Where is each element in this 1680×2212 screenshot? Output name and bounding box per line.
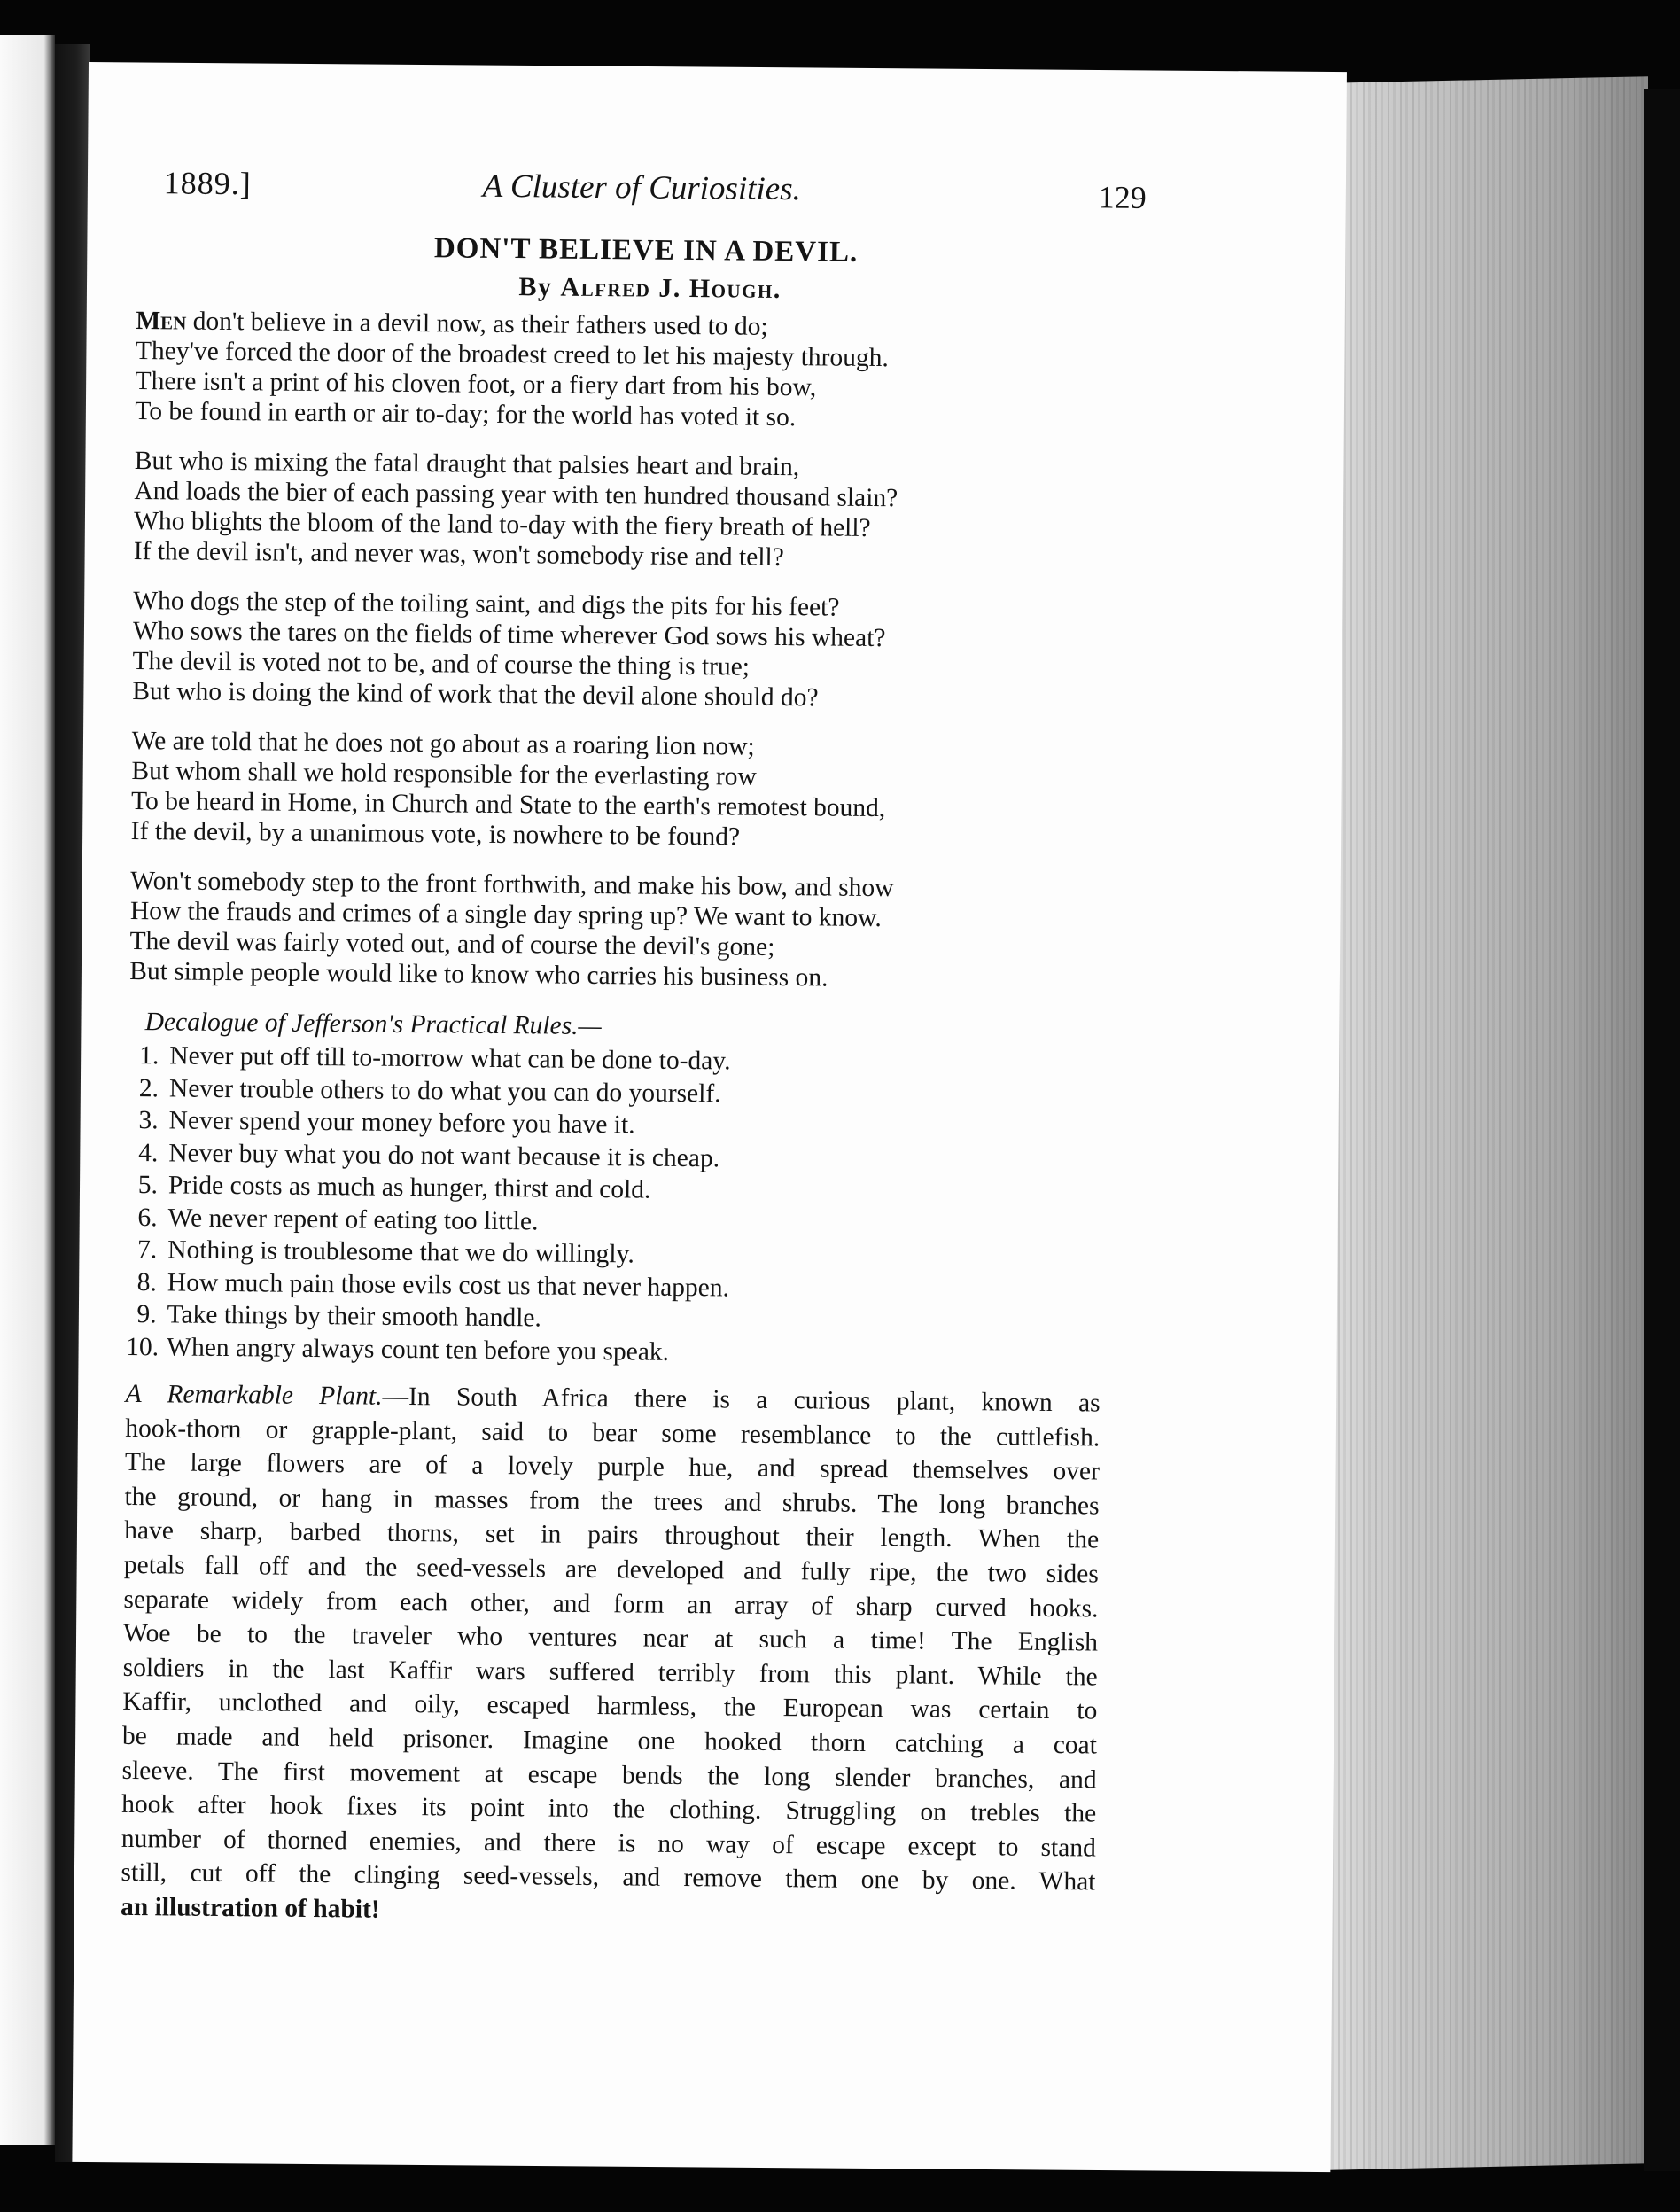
article-line: an illustration of habit!: [120, 1892, 380, 1924]
rule-number: 6.: [137, 1203, 158, 1232]
article-line: sleeve. The first movement at escape bends the long slender branches, and: [121, 1756, 1097, 1795]
plant-article: [121, 1377, 1109, 1934]
rule-number: 2.: [138, 1073, 159, 1102]
article-line: petals fall off and the seed-vessels are developed and fully ripe, the two sides: [123, 1550, 1099, 1589]
rule-number: 4.: [138, 1138, 159, 1167]
poem-body: [129, 306, 1119, 996]
stanza-1: [135, 306, 1119, 436]
rule-text: Nothing is troublesome that we do willingly.: [167, 1235, 634, 1269]
rule-text: When angry always count ten before you speak.: [167, 1332, 670, 1367]
poem-line: The devil was fairly voted out, and of course the devil's gone;: [129, 926, 775, 962]
article-line: the ground, or hang in masses from the trees and shrubs. The long branches: [124, 1482, 1100, 1521]
running-head: [136, 164, 1147, 236]
poem-line: Who sows the tares on the fields of time wherever God sows his wheat?: [132, 616, 886, 653]
rules-list: [126, 1040, 1112, 1373]
poem-line: We are told that he does not go about as a roaring lion now;: [131, 726, 755, 761]
first-word: Men: [136, 306, 187, 336]
poem-line: Who blights the bloom of the land to-day with the fiery breath of hell?: [133, 506, 871, 542]
poem-line: To be heard in Home, in Church and State to the earth's remotest bound,: [130, 786, 886, 823]
stanza-5: [129, 866, 1114, 996]
page-content: [120, 164, 1147, 1934]
rule-text: Never put off till to-morrow what can be done to-day.: [169, 1041, 731, 1076]
rule-text: Take things by their smooth handle.: [167, 1300, 542, 1333]
rule-text: Pride costs as much as hunger, thirst and cold.: [167, 1171, 651, 1204]
poem-line: But who is doing the kind of work that the devil alone should do?: [132, 676, 819, 713]
article-line: The large flowers are of a lovely purple hue, and spread themselves over: [124, 1448, 1101, 1486]
scan-right-border: [1644, 89, 1680, 2171]
poem-line-text: don't believe in a devil now, as their fathers used to do;: [192, 307, 768, 341]
poem-line: Who dogs the step of the toiling saint, and digs the pits for his feet?: [133, 586, 840, 622]
article-line: soldiers in the last Kaffir wars suffered terribly from this plant. While the: [122, 1653, 1098, 1692]
stanza-3: [132, 586, 1116, 716]
rule-number: 10.: [126, 1332, 159, 1361]
previous-page-edge: [0, 35, 55, 2145]
poem-line: To be found in earth or air to-day; for the world has voted it so.: [135, 396, 797, 432]
author-name: Alfred J. Hough.: [560, 272, 782, 304]
article-line: still, cut off the clinging seed-vessels, and remove them one by one. What: [121, 1858, 1096, 1897]
article-line: be made and held prisoner. Imagine one hooked thorn catching a coat: [121, 1721, 1098, 1760]
article-heading: A Remarkable Plant.: [125, 1379, 383, 1411]
poem-line: They've forced the door of the broadest creed to let his majesty through.: [135, 336, 889, 373]
rule-number: 1.: [139, 1041, 159, 1071]
poem-title: DON'T BELIEVE IN A DEVIL.: [433, 232, 859, 269]
rule-number: 7.: [136, 1235, 158, 1265]
article-line: Woe be to the traveler who ventures near at such a time! The English: [122, 1619, 1099, 1657]
poem-line: If the devil isn't, and never was, won't somebody rise and tell?: [133, 536, 784, 572]
rule-number: 8.: [136, 1267, 158, 1297]
page-number: 129: [1098, 179, 1147, 215]
rule-text: Never trouble others to do what you can do yourself.: [168, 1073, 721, 1108]
rule-text: We never repent of eating too little.: [167, 1203, 539, 1235]
article-line: hook after hook fixes its point into the clothing. Struggling on trebles the: [121, 1790, 1097, 1828]
rule-text: Never spend your money before you have it.: [168, 1106, 635, 1140]
running-head-title: A Cluster of Curiosities.: [482, 167, 802, 208]
rule-text: Never buy what you do not want because it is cheap.: [168, 1138, 720, 1172]
article-line: Kaffir, unclothed and oily, escaped harmless, the European was certain to: [122, 1687, 1098, 1725]
poem-line: But who is mixing the fatal draught that palsies heart and brain,: [134, 446, 800, 482]
rules-heading: Decalogue of Jefferson's Practical Rules.—: [144, 1008, 602, 1041]
poem-line: If the devil, by a unanimous vote, is nowhere to be found?: [130, 816, 741, 852]
poem-line: The devil is voted not to be, and of course the thing is true;: [132, 646, 751, 682]
poem-line: But simple people would like to know who carries his business on.: [129, 956, 828, 993]
author-prefix: By: [518, 272, 553, 302]
article-line-text: —In South Africa there is a curious plant, known as: [382, 1382, 1101, 1418]
rule-number: 9.: [136, 1300, 157, 1329]
rule-text: How much pain those evils cost us that never happen.: [167, 1267, 730, 1302]
poem-line: And loads the bier of each passing year with ten hundred thousand slain?: [134, 476, 898, 513]
poem-line: But whom shall we hold responsible for the everlasting row: [131, 756, 757, 791]
rule-number: 3.: [138, 1106, 159, 1135]
article-line: separate widely from each other, and form an array of sharp curved hooks.: [123, 1585, 1099, 1624]
article-line: have sharp, barbed thorns, set in pairs throughout their length. When the: [124, 1516, 1100, 1554]
stanza-4: [131, 726, 1116, 856]
poem-line: There isn't a print of his cloven foot, or a fiery dart from his bow,: [135, 366, 817, 402]
poem-line: How the frauds and crimes of a single day spring up? We want to know.: [129, 896, 883, 933]
stanza-2: [134, 446, 1118, 576]
running-head-year: 1889.]: [163, 165, 252, 202]
article-line: hook-thorn or grapple-plant, said to bear some resemblance to the cuttlefish.: [125, 1414, 1101, 1453]
rule-number: 5.: [137, 1171, 159, 1200]
poem-line: Won't somebody step to the front forthwith, and make his bow, and show: [130, 866, 894, 903]
article-line: number of thorned enemies, and there is no way of escape except to stand: [121, 1824, 1096, 1863]
